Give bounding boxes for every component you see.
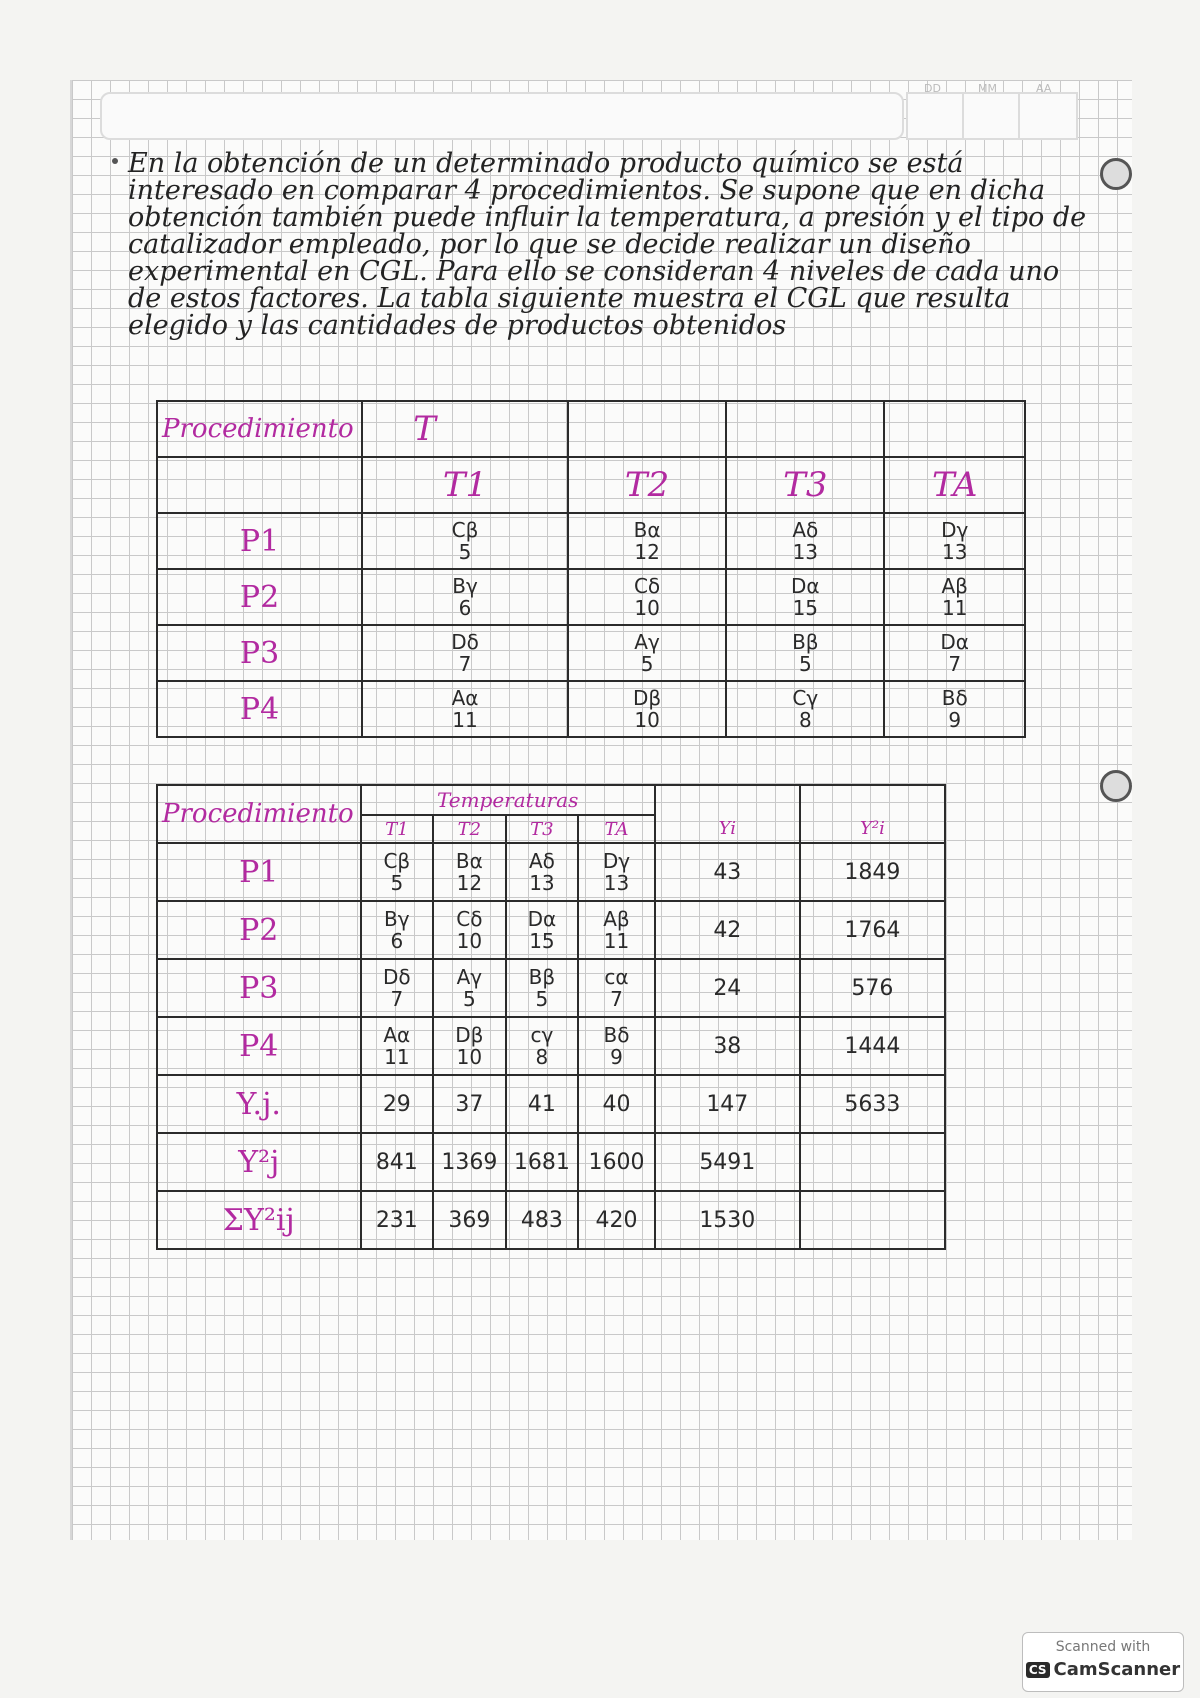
table-cell	[578, 901, 655, 959]
table-cell	[362, 569, 568, 625]
cell-value: 8	[798, 708, 812, 732]
empty-header-cell	[884, 401, 1025, 457]
row-label: P1	[157, 843, 361, 901]
cell-value: 6	[390, 929, 404, 953]
treatment-symbol: Bδ	[603, 1023, 630, 1047]
cell-value: 10	[456, 929, 483, 953]
table-row	[157, 843, 945, 901]
table-cell	[726, 569, 884, 625]
treatment-symbol: Aα	[451, 686, 479, 710]
table-cell	[361, 843, 434, 901]
sum-cell: 5633	[800, 1075, 945, 1133]
table-cell	[578, 843, 655, 901]
table-cell	[884, 513, 1025, 569]
treatment-symbol: Cδ	[633, 574, 661, 598]
treatment-symbol: Dα	[791, 574, 820, 598]
sum-cell: 37	[433, 1075, 506, 1133]
binder-hole-icon	[1100, 158, 1132, 190]
table-cell	[362, 625, 568, 681]
treatment-symbol: Dα	[940, 630, 969, 654]
treatment-symbol: Dγ	[941, 518, 969, 542]
row-label: P2	[157, 901, 361, 959]
row-total-squared: 1764	[800, 901, 945, 959]
date-box-mm	[962, 92, 1022, 140]
table-cell	[726, 625, 884, 681]
cell-value: 5	[463, 987, 476, 1011]
sum-row	[157, 1075, 945, 1133]
table-cell	[506, 843, 579, 901]
empty-header-cell	[655, 785, 800, 815]
treatment-symbol: Cβ	[451, 518, 479, 542]
treatment-symbol: Bα	[455, 849, 483, 873]
treatment-symbol: Dγ	[602, 849, 631, 873]
cell-value: 10	[456, 1045, 483, 1069]
column-header: T1	[362, 457, 568, 513]
table-cell	[433, 959, 506, 1017]
date-label-aa: AA	[1036, 82, 1052, 95]
treatment-symbol: Aγ	[634, 630, 660, 654]
cell-value: 5	[535, 987, 549, 1011]
binder-hole-icon	[1100, 770, 1132, 802]
treatment-symbol: Cβ	[383, 849, 411, 873]
column-header: Yi	[655, 815, 800, 843]
cell-value: 5	[390, 871, 404, 895]
treatment-symbol: Bγ	[452, 574, 478, 598]
row-total: 43	[655, 843, 800, 901]
cell-value: 15	[529, 929, 555, 953]
table-row	[157, 959, 945, 1017]
table-cell	[884, 569, 1025, 625]
table-cell	[362, 681, 568, 737]
treatment-symbol: Dβ	[455, 1023, 484, 1047]
table-cell	[568, 681, 726, 737]
row-label: P2	[157, 569, 362, 625]
empty-header-cell	[726, 401, 884, 457]
cell-value: 11	[384, 1045, 410, 1069]
empty-header-cell	[800, 785, 945, 815]
cell-value: 15	[792, 596, 819, 620]
empty-header-cell	[157, 457, 362, 513]
sum-cell: 40	[578, 1075, 655, 1133]
column-header: Y²i	[800, 815, 945, 843]
table-cell	[726, 681, 884, 737]
treatment-symbol: Aδ	[528, 849, 555, 873]
sum-cell: 1369	[433, 1133, 506, 1191]
table-row	[157, 1017, 945, 1075]
table-cell	[362, 513, 568, 569]
treatment-symbol: cα	[604, 965, 629, 989]
table-cell	[433, 901, 506, 959]
temperature-header: T	[362, 401, 568, 457]
table-cell	[506, 1017, 579, 1075]
cell-value: 13	[603, 871, 630, 895]
row-total: 38	[655, 1017, 800, 1075]
treatment-symbol: Bα	[633, 518, 661, 542]
table-row	[157, 901, 945, 959]
sum-cell: 369	[433, 1191, 506, 1249]
sum-row-label: Y²j	[157, 1133, 361, 1191]
treatment-symbol: Dδ	[383, 965, 411, 989]
sum-row	[157, 1191, 945, 1249]
sum-cell	[800, 1133, 945, 1191]
table-cell	[361, 901, 434, 959]
bullet-icon	[112, 158, 118, 164]
column-header: TA	[578, 815, 655, 843]
date-box-dd	[906, 92, 966, 140]
table-cell	[361, 959, 434, 1017]
cell-value: 5	[458, 540, 472, 564]
column-header: T2	[568, 457, 726, 513]
table-row	[157, 681, 1025, 737]
table-row	[157, 569, 1025, 625]
table-cell	[884, 681, 1025, 737]
row-label: P3	[157, 959, 361, 1017]
scanned-with-label: Scanned with	[1055, 1639, 1151, 1655]
sum-row-label: Y.j.	[157, 1075, 361, 1133]
table-cell	[884, 625, 1025, 681]
sum-cell: 147	[655, 1075, 800, 1133]
cell-value: 13	[529, 871, 555, 895]
treatment-symbol: cγ	[530, 1023, 554, 1047]
column-header: T2	[433, 815, 506, 843]
treatment-symbol: Cγ	[792, 686, 819, 710]
row-total: 42	[655, 901, 800, 959]
latin-square-table	[156, 400, 1026, 738]
date-label-dd: DD	[924, 82, 941, 95]
sum-cell: 841	[361, 1133, 434, 1191]
treatment-symbol: Aδ	[792, 518, 819, 542]
cell-value: 13	[941, 540, 968, 564]
cell-value: 9	[948, 708, 962, 732]
treatment-symbol: Dδ	[451, 630, 479, 654]
sum-cell: 5491	[655, 1133, 800, 1191]
date-label-mm: MM	[978, 82, 997, 95]
treatment-symbol: Aβ	[941, 574, 968, 598]
problem-statement: En la obtención de un determinado producto químico se está interesado en comparar 4 procedimientos. Se supone que en dicha obtención también puede influir la temperatura, a presión y el tipo de catalizador empleado, por lo que se decide realizar un diseño experimental en CGL. Para ello se consideran 4 niveles de cada uno de estos factores. La tabla siguiente muestra el CGL que resulta elegido y las cantidades de productos obtenidos	[128, 148, 1087, 341]
sum-cell: 1530	[655, 1191, 800, 1249]
sum-cell: 1600	[578, 1133, 655, 1191]
table-cell	[506, 959, 579, 1017]
sum-cell: 41	[506, 1075, 579, 1133]
cell-value: 11	[941, 596, 968, 620]
camscanner-name: CamScanner	[1053, 1659, 1181, 1680]
treatment-symbol: Bβ	[528, 965, 556, 989]
cell-value: 10	[634, 596, 660, 620]
sum-cell: 231	[361, 1191, 434, 1249]
sum-cell	[800, 1191, 945, 1249]
cell-value: 6	[458, 596, 472, 620]
row-total-squared: 1849	[800, 843, 945, 901]
table-cell	[361, 1017, 434, 1075]
cell-value: 9	[610, 1045, 623, 1069]
column-header: T3	[506, 815, 579, 843]
corner-header: Procedimiento	[157, 401, 362, 457]
table-cell	[578, 959, 655, 1017]
row-label: P3	[157, 625, 362, 681]
cell-value: 7	[610, 987, 623, 1011]
row-label: P1	[157, 513, 362, 569]
sum-cell: 1681	[506, 1133, 579, 1191]
table-cell	[568, 569, 726, 625]
treatment-symbol: Dα	[527, 907, 557, 931]
empty-header-cell	[568, 401, 726, 457]
sum-row	[157, 1133, 945, 1191]
treatment-symbol: Aα	[383, 1023, 411, 1047]
sum-row-label: ΣY²ij	[157, 1191, 361, 1249]
row-total: 24	[655, 959, 800, 1017]
cell-value: 7	[948, 652, 962, 676]
temperature-group-header: Temperaturas	[361, 785, 655, 815]
row-total-squared: 576	[800, 959, 945, 1017]
treatment-symbol: Aβ	[603, 907, 630, 931]
table-row	[157, 625, 1025, 681]
table-cell	[578, 1017, 655, 1075]
table-row	[157, 513, 1025, 569]
sums-table	[156, 784, 946, 1250]
cell-value: 11	[452, 708, 478, 732]
table-cell	[506, 901, 579, 959]
column-header: T1	[361, 815, 434, 843]
cell-value: 13	[792, 540, 819, 564]
cell-value: 12	[456, 871, 483, 895]
cell-value: 12	[634, 540, 660, 564]
treatment-symbol: Aγ	[456, 965, 483, 989]
treatment-symbol: Bβ	[792, 630, 819, 654]
sum-cell: 29	[361, 1075, 434, 1133]
corner-header: Procedimiento	[157, 785, 361, 843]
treatment-symbol: Dβ	[632, 686, 662, 710]
camscanner-logo-icon: CS	[1026, 1662, 1050, 1678]
row-label: P4	[157, 681, 362, 737]
treatment-symbol: Cδ	[456, 907, 483, 931]
camscanner-watermark	[1022, 1632, 1184, 1692]
cell-value: 7	[458, 652, 472, 676]
table-cell	[726, 513, 884, 569]
camscanner-brand	[1023, 1659, 1183, 1680]
header-field	[100, 92, 904, 140]
treatment-symbol: Bγ	[384, 907, 410, 931]
column-header: T3	[726, 457, 884, 513]
row-total-squared: 1444	[800, 1017, 945, 1075]
cell-value: 5	[798, 652, 812, 676]
column-header: TA	[884, 457, 1025, 513]
cell-value: 7	[390, 987, 404, 1011]
table-cell	[433, 1017, 506, 1075]
date-box-aa	[1018, 92, 1078, 140]
cell-value: 8	[535, 1045, 549, 1069]
table-cell	[568, 625, 726, 681]
sum-cell: 483	[506, 1191, 579, 1249]
treatment-symbol: Bδ	[941, 686, 968, 710]
cell-value: 10	[634, 708, 660, 732]
cell-value: 11	[603, 929, 630, 953]
sum-cell: 420	[578, 1191, 655, 1249]
table-cell	[568, 513, 726, 569]
table-cell	[433, 843, 506, 901]
cell-value: 5	[640, 652, 654, 676]
row-label: P4	[157, 1017, 361, 1075]
